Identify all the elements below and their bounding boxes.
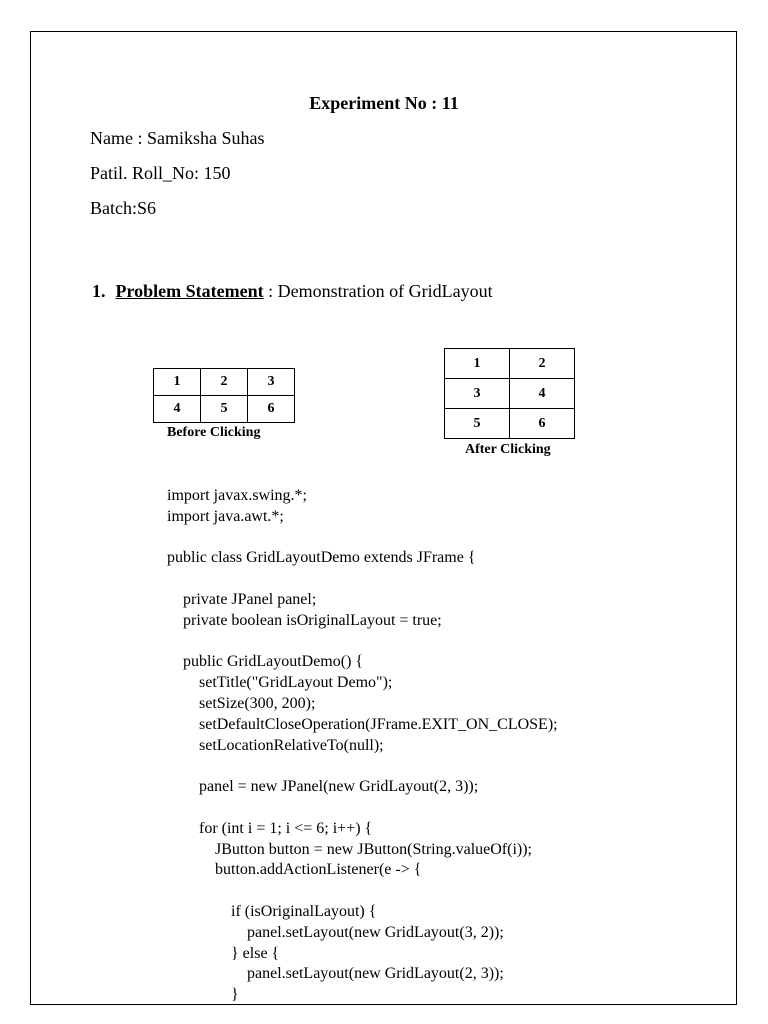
student-name: Name : Samiksha Suhas	[90, 128, 265, 148]
code-line	[167, 881, 558, 902]
code-line	[167, 798, 558, 819]
problem-number: 1.	[92, 281, 106, 301]
experiment-title: Experiment No : 11	[309, 93, 459, 113]
grid-cell: 5	[201, 396, 248, 423]
grid-cell: 5	[445, 409, 510, 439]
grid-cell: 6	[248, 396, 295, 423]
code-line: setSize(300, 200);	[167, 694, 316, 712]
grid-cell: 3	[248, 369, 295, 396]
after-clicking-caption: After Clicking	[465, 442, 551, 457]
before-clicking-caption: Before Clicking	[167, 425, 261, 440]
code-line: panel.setLayout(new GridLayout(3, 2));	[167, 923, 504, 941]
grid-cell: 3	[445, 379, 510, 409]
code-line	[167, 756, 558, 777]
code-line: import java.awt.*;	[167, 507, 284, 525]
code-line: setLocationRelativeTo(null);	[167, 736, 384, 754]
code-line: } else {	[167, 944, 280, 962]
code-line	[167, 528, 558, 549]
code-line: setTitle("GridLayout Demo");	[167, 674, 393, 692]
before-clicking-grid	[153, 368, 295, 423]
grid-row	[445, 379, 575, 409]
code-line: setDefaultCloseOperation(JFrame.EXIT_ON_CLOSE);	[167, 715, 558, 733]
grid-row	[445, 409, 575, 439]
code-line: private JPanel panel;	[167, 590, 317, 608]
code-line	[167, 569, 558, 590]
batch: Batch:S6	[90, 198, 156, 218]
code-line: button.addActionListener(e -> {	[167, 861, 422, 879]
roll-number: Patil. Roll_No: 150	[90, 163, 231, 183]
code-line: public GridLayoutDemo() {	[167, 653, 364, 671]
grid-row	[445, 349, 575, 379]
code-line: for (int i = 1; i <= 6; i++) {	[167, 819, 373, 837]
grid-cell: 4	[154, 396, 201, 423]
problem-statement	[92, 281, 493, 302]
problem-text: : Demonstration of GridLayout	[263, 281, 493, 301]
grid-cell: 6	[510, 409, 575, 439]
code-line: import javax.swing.*;	[167, 487, 307, 504]
code-line: panel.setLayout(new GridLayout(2, 3));	[167, 965, 504, 983]
code-line: }	[167, 986, 239, 1004]
code-line: JButton button = new JButton(String.valueOf(i));	[167, 840, 532, 858]
grid-cell: 2	[201, 369, 248, 396]
problem-heading: Problem Statement	[115, 281, 264, 301]
grid-row	[154, 396, 295, 423]
grid-cell: 1	[154, 369, 201, 396]
grid-row	[154, 369, 295, 396]
code-line: if (isOriginalLayout) {	[167, 902, 377, 920]
code-line: public class GridLayoutDemo extends JFrame {	[167, 549, 476, 567]
code-line: panel = new JPanel(new GridLayout(2, 3));	[167, 778, 479, 796]
after-clicking-grid	[444, 348, 575, 439]
grid-cell: 4	[510, 379, 575, 409]
code-listing	[167, 486, 558, 1006]
code-line: private boolean isOriginalLayout = true;	[167, 611, 442, 629]
code-line	[167, 632, 558, 653]
grid-cell: 2	[510, 349, 575, 379]
grid-cell: 1	[445, 349, 510, 379]
